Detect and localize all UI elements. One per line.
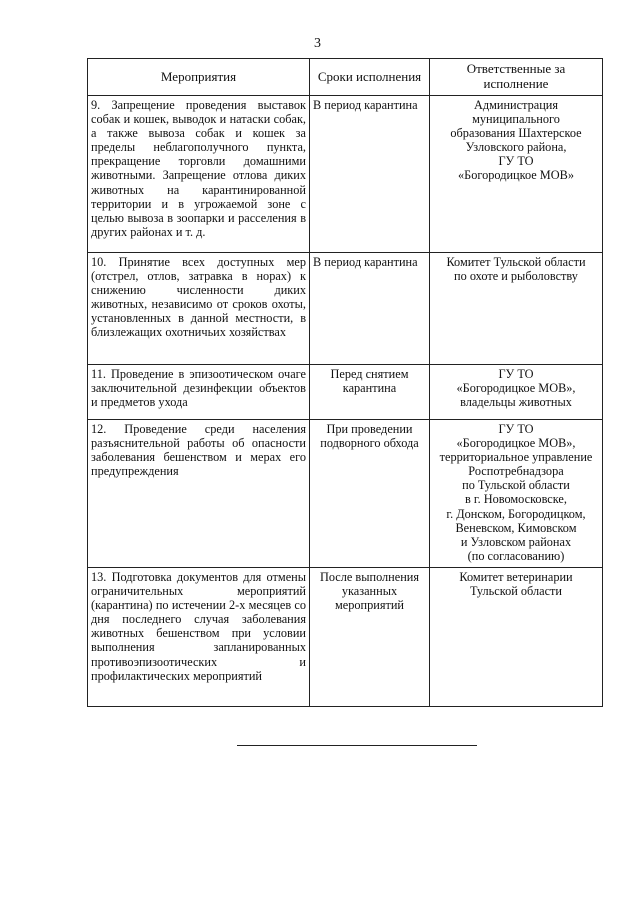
responsible-line: в г. Новомосковске, (465, 492, 567, 507)
responsible-line: «Богородицкое МОВ» (458, 168, 574, 183)
responsible-line: «Богородицкое МОВ», (456, 436, 576, 451)
deadline-cell (310, 567, 430, 706)
responsible-line: Роспотребнадзора (468, 464, 564, 479)
responsible-cell (430, 253, 603, 365)
responsible-line: Комитет ветеринарии (459, 569, 573, 584)
table-row (88, 567, 603, 706)
deadline-cell (310, 253, 430, 365)
responsible-cell (430, 567, 603, 706)
responsible-line: и Узловском районах (460, 534, 572, 549)
deadline-line: В период карантина (313, 255, 418, 269)
responsible-line: г. Донском, Богородицком, (446, 506, 586, 521)
deadline-line: После выполнения (319, 569, 420, 584)
deadline-line: В период карантина (313, 98, 418, 112)
deadline-line: мероприятий (334, 598, 405, 613)
table-header-row (88, 59, 603, 96)
responsible-line: по охоте и рыболовству (454, 269, 578, 284)
measures-table (87, 58, 603, 707)
responsible-line: Узловского района, (465, 140, 567, 155)
deadline-line: карантина (342, 381, 397, 396)
header-deadlines: Сроки исполнения (310, 59, 430, 96)
page-number: 3 (314, 36, 321, 51)
table-row (88, 420, 603, 568)
deadline-line: подворного обхода (320, 436, 419, 451)
closing-rule (237, 745, 477, 746)
deadline-line: При проведении (326, 422, 413, 436)
responsible-line: Администрация (473, 98, 559, 112)
deadline-cell (310, 420, 430, 568)
header-responsible: Ответственные за исполнение (430, 59, 603, 96)
activity-cell: 9. Запрещение проведения выставок собак и кошек, выводок и натаски собак, а также вывоза собак и кошек за пределы неблагополучного пункта, прекращение торговли домашними животными. Запрещение отлова диких животных на карантинированной территории и в угрожаемой зоне с целью вывоза в зоопарки и расселения в других районах и т. д. (88, 96, 310, 253)
deadline-line: указанных (341, 584, 398, 599)
activity-cell: 13. Подготовка документов для отмены ограничительных мероприятий (карантина) по истечении 2-х месяцев со дня последнего случая заболевания животных бешенством при условии выполнения запланированных противоэпизоотических и профилактических мероприятий (88, 567, 310, 706)
responsible-line: Тульской области (470, 584, 562, 599)
responsible-line: образования Шахтерское (450, 126, 582, 141)
activity-cell: 11. Проведение в эпизоотическом очаге заключительной дезинфекции объектов и предметов ухода (88, 365, 310, 420)
responsible-line: владельцы животных (460, 395, 572, 410)
responsible-line: ГУ ТО (498, 422, 534, 436)
activity-cell: 10. Принятие всех доступных мер (отстрел, отлов, затравка в норах) к снижению численности диких животных, независимо от сроков охоты, установленных в данной местности, в близлежащих охотничьих хозяйствах (88, 253, 310, 365)
table-row (88, 96, 603, 253)
responsible-line: ГУ ТО (498, 367, 534, 381)
responsible-line: Веневском, Кимовском (455, 520, 577, 535)
responsible-line: «Богородицкое МОВ», (456, 381, 576, 396)
deadline-cell (310, 365, 430, 420)
responsible-line: ГУ ТО (498, 154, 534, 169)
responsible-line: (по согласованию) (467, 548, 565, 563)
header-activities: Мероприятия (88, 59, 310, 96)
responsible-cell (430, 365, 603, 420)
table-row (88, 365, 603, 420)
responsible-cell (430, 96, 603, 253)
responsible-line: муниципального (472, 112, 560, 127)
responsible-line: по Тульской области (462, 478, 570, 493)
table-row (88, 253, 603, 365)
deadline-cell (310, 96, 430, 253)
responsible-cell (430, 420, 603, 568)
activity-cell: 12. Проведение среди населения разъяснительной работы об опасности заболевания бешенством и мерах его предупреждения (88, 420, 310, 568)
responsible-line: Комитет Тульской области (446, 255, 586, 269)
responsible-line: территориальное управление (439, 450, 593, 465)
deadline-line: Перед снятием (330, 367, 409, 381)
